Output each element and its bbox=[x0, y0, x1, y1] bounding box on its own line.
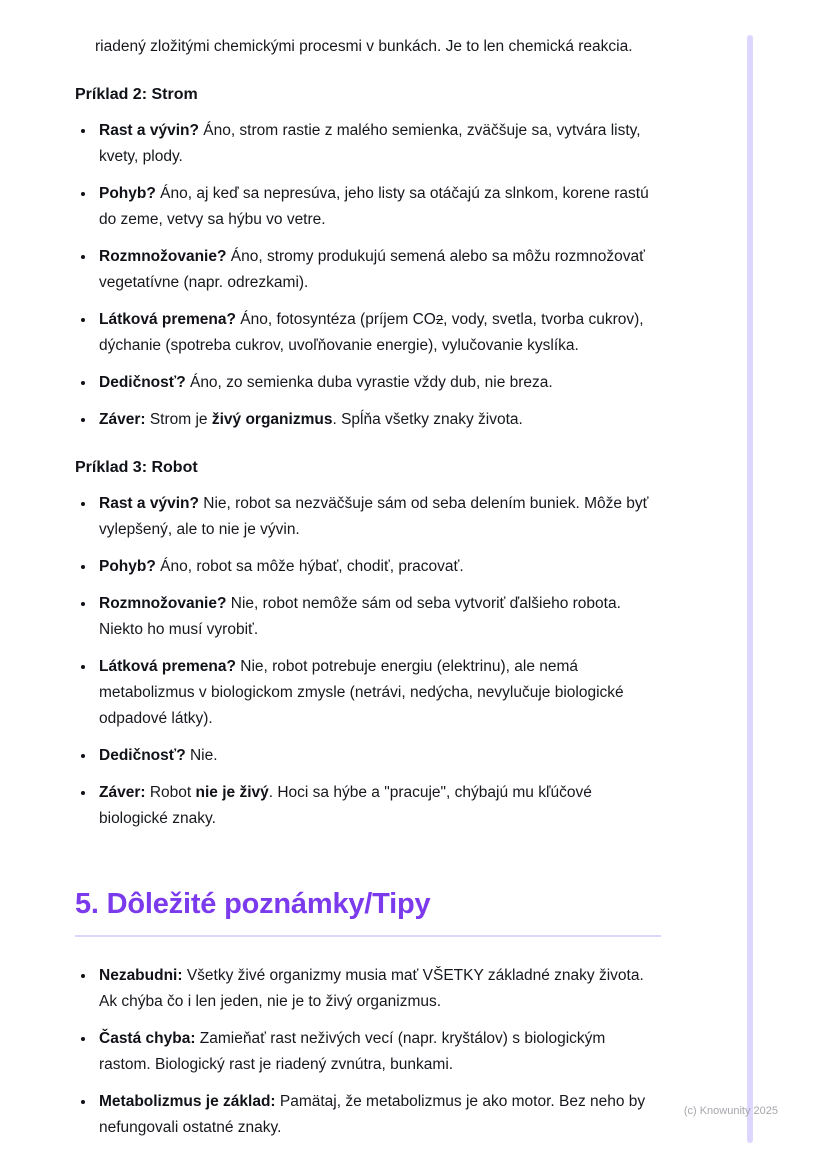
list-item: • Záver: Robot nie je živý. Hoci sa hýbe a "pracuje", chýbajú mu kľúčové biologické znaky. bbox=[96, 780, 661, 832]
list-item: • Dedičnosť? Nie. bbox=[96, 743, 661, 769]
list-dolezite-poznamky bbox=[75, 963, 661, 1141]
list-item: • Pohyb? Áno, robot sa môže hýbať, chodiť, pracovať. bbox=[96, 554, 661, 580]
list-priklad-3-robot bbox=[75, 491, 661, 832]
list-item: • Dedičnosť? Áno, zo semienka duba vyrastie vždy dub, nie breza. bbox=[96, 370, 661, 396]
list-item: • Rast a vývin? Nie, robot sa nezväčšuje sám od seba delením buniek. Môže byť vylepšený, ale to nie je vývin. bbox=[96, 491, 661, 543]
scrollbar[interactable] bbox=[747, 35, 753, 1143]
section-divider bbox=[75, 935, 661, 937]
heading-section-5-tipy: 5. Dôležité poznámky/Tipy bbox=[75, 888, 431, 920]
heading-priklad-2: Príklad 2: Strom bbox=[75, 86, 198, 103]
list-priklad-2-strom bbox=[75, 118, 661, 433]
list-item: • Pohyb? Áno, aj keď sa nepresúva, jeho listy sa otáčajú za slnkom, korene rastú do zeme, vetvy sa hýbu vo vetre. bbox=[96, 181, 661, 233]
heading-priklad-3: Príklad 3: Robot bbox=[75, 459, 198, 476]
list-item: • Látková premena? Áno, fotosyntéza (príjem CO2, vody, svetla, tvorba cukrov), dýchanie (spotreba cukrov, uvoľňovanie energie), vylučovanie kyslíka. bbox=[96, 307, 661, 359]
list-item: • Častá chyba: Zamieňať rast neživých vecí (napr. kryštálov) s biologickým rastom. Biologický rast je riadený zvnútra, bunkami. bbox=[96, 1026, 661, 1078]
list-item: • Látková premena? Nie, robot potrebuje energiu (elektrinu), ale nemá metabolizmus v biologickom zmysle (netrávi, nedýcha, nevylučuje biologické odpadové látky). bbox=[96, 654, 661, 732]
list-item: • Nezabudni: Všetky živé organizmy musia mať VŠETKY základné znaky života. Ak chýba čo i len jeden, nie je to živý organizmus. bbox=[96, 963, 661, 1015]
list-item: • Záver: Strom je živý organizmus. Spĺňa všetky znaky života. bbox=[96, 407, 661, 433]
list-item: • Rozmnožovanie? Nie, robot nemôže sám od seba vytvoriť ďalšieho robota. Niekto ho musí vyrobiť. bbox=[96, 591, 661, 643]
list-item: • Rast a vývin? Áno, strom rastie z malého semienka, zväčšuje sa, vytvára listy, kvety, plody. bbox=[96, 118, 661, 170]
list-item: • Rozmnožovanie? Áno, stromy produkujú semená alebo sa môžu rozmnožovať vegetatívne (napr. odrezkami). bbox=[96, 244, 661, 296]
document-content bbox=[75, 34, 661, 1152]
continued-paragraph: riadený zložitými chemickými procesmi v bunkách. Je to len chemická reakcia. bbox=[95, 38, 633, 55]
copyright-watermark: (c) Knowunity 2025 bbox=[683, 1105, 778, 1117]
list-item: • Metabolizmus je základ: Pamätaj, že metabolizmus je ako motor. Bez neho by nefungovali ostatné znaky. bbox=[96, 1089, 661, 1141]
